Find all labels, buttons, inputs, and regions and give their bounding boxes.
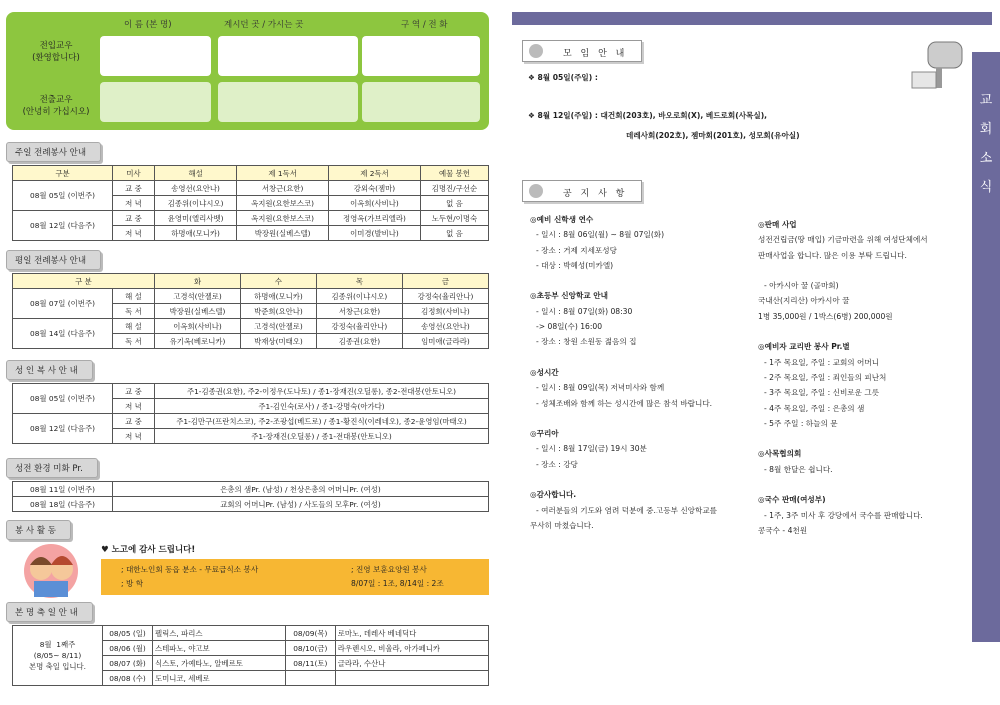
- notice-line: 무사히 마쳤습니다.: [530, 520, 594, 530]
- cell: 이미경(발비나): [329, 226, 421, 241]
- notice-line: [530, 472, 760, 487]
- col-header: 구 분: [13, 274, 155, 289]
- service-line: ; 방 학: [121, 579, 144, 588]
- cell: 저 녁: [113, 399, 155, 414]
- cell: 고경석(안젤로): [155, 289, 241, 304]
- notice-line: - 대상 : 박혜성(미카엘): [536, 260, 614, 270]
- reg-input[interactable]: [218, 82, 358, 122]
- notice-line: ◎초등부 신앙학교 안내: [530, 291, 608, 301]
- notice-line: [530, 350, 760, 365]
- cell: 로마노, 데레사 베네딕다: [335, 626, 488, 641]
- notice-line: -> 08일(수) 16:00: [536, 322, 603, 332]
- person-icon: [529, 184, 543, 198]
- col-header: 제 2독서: [329, 166, 421, 181]
- cell: 유기옥(베로니카): [155, 334, 241, 349]
- notice-line: - 일시 : 8월 06일(월) ~ 8월 07일(화): [536, 230, 665, 240]
- service-line: ; 진영 보훈요양원 봉사: [351, 565, 427, 574]
- sunday-table: [12, 165, 489, 241]
- cell: 박장원(실베스텔): [237, 226, 329, 241]
- reg-header: 계시던 곳 / 가시는 곳: [224, 20, 304, 30]
- notice-line: - 장소 : 거제 지세포성당: [536, 245, 617, 255]
- date-cell: 08월 11일 (이번주): [13, 482, 113, 497]
- cell: 김정희(사비나): [402, 304, 488, 319]
- cell: [335, 671, 488, 686]
- cell: 이옥희(사비나): [155, 319, 241, 334]
- cell: 윤영미(엘리사벳): [155, 211, 237, 226]
- reg-input[interactable]: [100, 82, 211, 122]
- notice-line: 성전건립금(땅 매입) 기금마련을 위해 여성단체에서: [758, 235, 928, 245]
- notice-line: - 일시 : 8월 09일(목) 저녁미사와 함께: [536, 383, 665, 393]
- notice-line: - 4주 목요일, 주일 : 은총의 샘: [764, 403, 865, 413]
- meeting-line: 데레사회(202호), 젬마회(201호), 성모회(유아실): [626, 131, 800, 140]
- notice-line: ◎예비자 교리반 봉사 Pr.별: [758, 342, 850, 352]
- date-cell: 08월 07일 (이번주): [13, 289, 113, 319]
- notice-left: [530, 212, 760, 533]
- notice-line: - 여러분들의 기도와 염려 덕분에 중.고등부 신앙학교를: [536, 505, 718, 515]
- cell: 강정숙(율리안나): [402, 289, 488, 304]
- cell: [285, 671, 335, 686]
- date-cell: 08월 14일 (다음주): [13, 319, 113, 349]
- cell: 고경석(안젤로): [241, 319, 317, 334]
- notice-line: ◎사목협의회: [758, 449, 802, 459]
- top-bar: [512, 12, 992, 25]
- couple-icon: [6, 543, 96, 599]
- cell: 송영선(요안나): [402, 319, 488, 334]
- env-title: 성전 환경 미화 Pr.: [6, 458, 98, 478]
- env-section: [6, 458, 489, 512]
- service-title: 봉 사 활 동: [6, 520, 71, 540]
- cell: 독 서: [113, 304, 155, 319]
- weekday-table: [12, 273, 489, 349]
- cell: 주1-김만구(프란치스코), 주2-조광섭(베드로) / 종1-황진식(이레네오), 종2-윤영임(마태오): [155, 414, 489, 429]
- side-banner: [972, 52, 1000, 642]
- notice-line: 1병 35,000원 / 1박스(6병) 200,000원: [758, 311, 893, 321]
- cell: 옥지원(요한보스코): [237, 196, 329, 211]
- cell: 서창근(요한): [237, 181, 329, 196]
- notice-line: - 1주 목요일, 주일 : 교회의 어머니: [764, 357, 880, 367]
- cell: 글라라, 수산나: [335, 656, 488, 671]
- date-cell: 08월 18일 (다음주): [13, 497, 113, 512]
- meeting-title: 모 임 안 내: [563, 49, 628, 59]
- notice-line: - 장소 : 강당: [536, 459, 578, 469]
- cell: 교 중: [113, 211, 155, 226]
- cell: 김종위(이냐시오): [155, 196, 237, 211]
- side-char: 교: [979, 93, 993, 108]
- cell: 김종권(요한): [316, 334, 402, 349]
- col-header: 예물 봉헌: [420, 166, 488, 181]
- cell: 스테파노, 야고보: [153, 641, 286, 656]
- cell: 옥지원(요한보스코): [237, 211, 329, 226]
- notice-line: - 2주 목요일, 주일 : 죄인들의 피난처: [764, 372, 887, 382]
- cell: 김명진/구선순: [420, 181, 488, 196]
- notice-line: - 1주, 3주 미사 후 강당에서 국수를 판매합니다.: [764, 510, 923, 520]
- col-header: 수: [241, 274, 317, 289]
- col-header: 구분: [13, 166, 113, 181]
- cell: 해 설: [113, 289, 155, 304]
- reg-label-in: 전입교우 (환영합니다): [32, 41, 80, 63]
- cell: 이옥희(사비나): [329, 196, 421, 211]
- env-table: [12, 481, 489, 512]
- feast-table: [12, 625, 489, 686]
- meeting-line: ❖ 8월 05일(주일) :: [528, 73, 598, 82]
- cell: 김종위(이냐시오): [316, 289, 402, 304]
- adult-table: [12, 383, 489, 444]
- side-char: 식: [979, 180, 993, 195]
- sunday-title: 주일 전례봉사 안내: [6, 142, 101, 162]
- weekday-title: 평일 전례봉사 안내: [6, 250, 101, 270]
- service-line: ; 대한노인회 동읍 분소 - 무료급식소 봉사: [121, 565, 259, 574]
- reg-header: 이 름 (본 명): [124, 20, 172, 30]
- cell: 도미니코, 세베로: [153, 671, 286, 686]
- notice-line: [758, 477, 968, 492]
- cell: 저 녁: [113, 226, 155, 241]
- cell: 교회의 어머니Pr. (남성) / 사도들의 모후Pr. (여성): [113, 497, 489, 512]
- notice-title: 공 지 사 항: [563, 189, 628, 199]
- cell: 없 음: [420, 196, 488, 211]
- reg-input[interactable]: [362, 82, 480, 122]
- date-cell: 08월 05일 (이번주): [13, 181, 113, 211]
- notice-line: ◎꾸리아: [530, 429, 559, 439]
- cell: 독 서: [113, 334, 155, 349]
- notice-line: - 일시 : 8월 07일(화) 08:30: [536, 306, 633, 316]
- right-panel: [512, 12, 1000, 702]
- notice-line: - 5주 주일 : 하늘의 문: [764, 418, 838, 428]
- notice-line: 국내산(지리산) 아카시아 꿀: [758, 296, 850, 306]
- cell: 박준희(요안나): [241, 304, 317, 319]
- reg-input[interactable]: [100, 36, 211, 76]
- reg-input[interactable]: [218, 36, 358, 76]
- side-char: 회: [979, 122, 993, 137]
- thanks-text: ♥ 노고에 감사 드립니다!: [101, 545, 196, 555]
- cell: 박장원(실베스텔): [155, 304, 241, 319]
- col-header: 제 1독서: [237, 166, 329, 181]
- notice-line: - 장소 : 창원 소원동 젊음의 집: [536, 337, 637, 347]
- reg-input[interactable]: [362, 36, 480, 76]
- feast-title: 본 명 축 일 안 내: [6, 602, 93, 622]
- notice-line: 판매사업을 합니다. 많은 이용 부탁 드립니다.: [758, 250, 907, 260]
- notice-line: [758, 263, 968, 278]
- notice-line: - 일시 : 8월 17일(금) 19시 30분: [536, 444, 647, 454]
- cell: 교 중: [113, 384, 155, 399]
- cell: 식스토, 가예타노, 알베르토: [153, 656, 286, 671]
- cell: 박재상(미태오): [241, 334, 317, 349]
- table-row: [13, 482, 489, 497]
- mailbox-icon: [908, 32, 970, 92]
- date-cell: 08월 12일 (다음주): [13, 211, 113, 241]
- notice-line: ◎감사합니다.: [530, 490, 577, 500]
- registration-box: [6, 12, 489, 130]
- side-char: 소: [979, 151, 993, 166]
- reg-label-out: 전출교우 (안녕히 가십시오): [22, 95, 90, 117]
- cell: 서창근(요한): [316, 304, 402, 319]
- notice-line: [758, 324, 968, 339]
- cell: 저 녁: [113, 196, 155, 211]
- cell: 강정숙(율리안나): [316, 319, 402, 334]
- notice-line: [530, 273, 760, 288]
- notice-line: [530, 411, 760, 426]
- cell: 주1-김인숙(로사) / 종1-강명숙(아가다): [155, 399, 489, 414]
- cell: 송영선(요안나): [155, 181, 237, 196]
- person-icon: [529, 44, 543, 58]
- cell: 정영옥(가브리엘라): [329, 211, 421, 226]
- cell: 08/06 (월): [103, 641, 153, 656]
- col-header: 금: [402, 274, 488, 289]
- cell: 주1-김종권(요한), 주2-이정우(도나토) / 종1-장재진(오딜롱), 종2-전대봉(안토니오): [155, 384, 489, 399]
- date-cell: 08월 05일 (이번주): [13, 384, 113, 414]
- col-header: 해설: [155, 166, 237, 181]
- cell: 해 설: [113, 319, 155, 334]
- notice-line: [758, 431, 968, 446]
- cell: 주1-장재진(오딜롱) / 종1-전대봉(안토니오): [155, 429, 489, 444]
- service-section: [6, 520, 489, 599]
- cell: 08/09(목): [285, 626, 335, 641]
- cell: 하명애(모니카): [241, 289, 317, 304]
- sunday-section: [6, 142, 489, 241]
- cell: 하명애(모니카): [155, 226, 237, 241]
- meeting-header: [522, 40, 642, 62]
- cell: 교 중: [113, 181, 155, 196]
- adult-title: 성 인 복 사 안 내: [6, 360, 93, 380]
- cell: 라우렌시오, 비울라, 아가페니카: [335, 641, 488, 656]
- notice-line: ◎국수 판매(여성부): [758, 495, 826, 505]
- cell: 없 음: [420, 226, 488, 241]
- cell: 교 중: [113, 414, 155, 429]
- cell: 08/07 (화): [103, 656, 153, 671]
- table-row: [13, 181, 489, 196]
- cell: 저 녁: [113, 429, 155, 444]
- table-row: [13, 384, 489, 399]
- feast-section: [6, 602, 489, 686]
- cell: 은총의 샘Pr. (남성) / 천상은총의 어머니Pr. (여성): [113, 482, 489, 497]
- reg-header: 구 역 / 전 화: [401, 20, 448, 30]
- notice-line: - 3주 목요일, 주일 : 신비로운 그릇: [764, 388, 880, 398]
- table-row: [13, 626, 489, 641]
- notice-line: ◎예비 신학생 연수: [530, 215, 594, 224]
- notice-line: 콩국수 - 4천원: [758, 525, 808, 535]
- table-row: [13, 319, 489, 334]
- meeting-line: ❖ 8월 12일(주일) : 대건회(203호), 바오로회(X), 베드로회(사목실),: [528, 111, 768, 120]
- notice-line: - 8월 한달은 쉽니다.: [764, 464, 833, 474]
- table-row: [13, 289, 489, 304]
- adult-server-section: [6, 360, 489, 444]
- cell: 강외숙(젬마): [329, 181, 421, 196]
- notice-line: - 아카시아 꿀 (골마회): [764, 281, 839, 291]
- cell: 08/05 (일): [103, 626, 153, 641]
- service-line: 8/07일 : 1조, 8/14일 : 2조: [351, 579, 444, 588]
- service-box: [6, 543, 489, 599]
- notice-header: [522, 180, 642, 202]
- left-panel: [6, 12, 489, 130]
- service-bar: [101, 559, 489, 595]
- col-header: 목: [316, 274, 402, 289]
- table-row: [13, 211, 489, 226]
- notice-line: ◎판매 사업: [758, 220, 797, 229]
- cell: 08/10(금): [285, 641, 335, 656]
- cell: 임미애(글라라): [402, 334, 488, 349]
- cell: 펠릭스, 파리스: [153, 626, 286, 641]
- notice-line: - 성체조배와 함께 하는 성시간에 많은 참석 바랍니다.: [536, 398, 713, 408]
- weekday-section: [6, 250, 489, 349]
- table-row: [13, 414, 489, 429]
- col-header: 화: [155, 274, 241, 289]
- table-row: [13, 497, 489, 512]
- notice-line: ◎성시간: [530, 367, 559, 377]
- date-cell: 08월 12일 (다음주): [13, 414, 113, 444]
- cell: 08/11(토): [285, 656, 335, 671]
- feast-week: 8월 1째주 (8/05~ 8/11) 본명 축일 입니다.: [13, 626, 103, 686]
- col-header: 미사: [113, 166, 155, 181]
- notice-right: [758, 217, 968, 538]
- cell: 08/08 (수): [103, 671, 153, 686]
- cell: 노두현/이명숙: [420, 211, 488, 226]
